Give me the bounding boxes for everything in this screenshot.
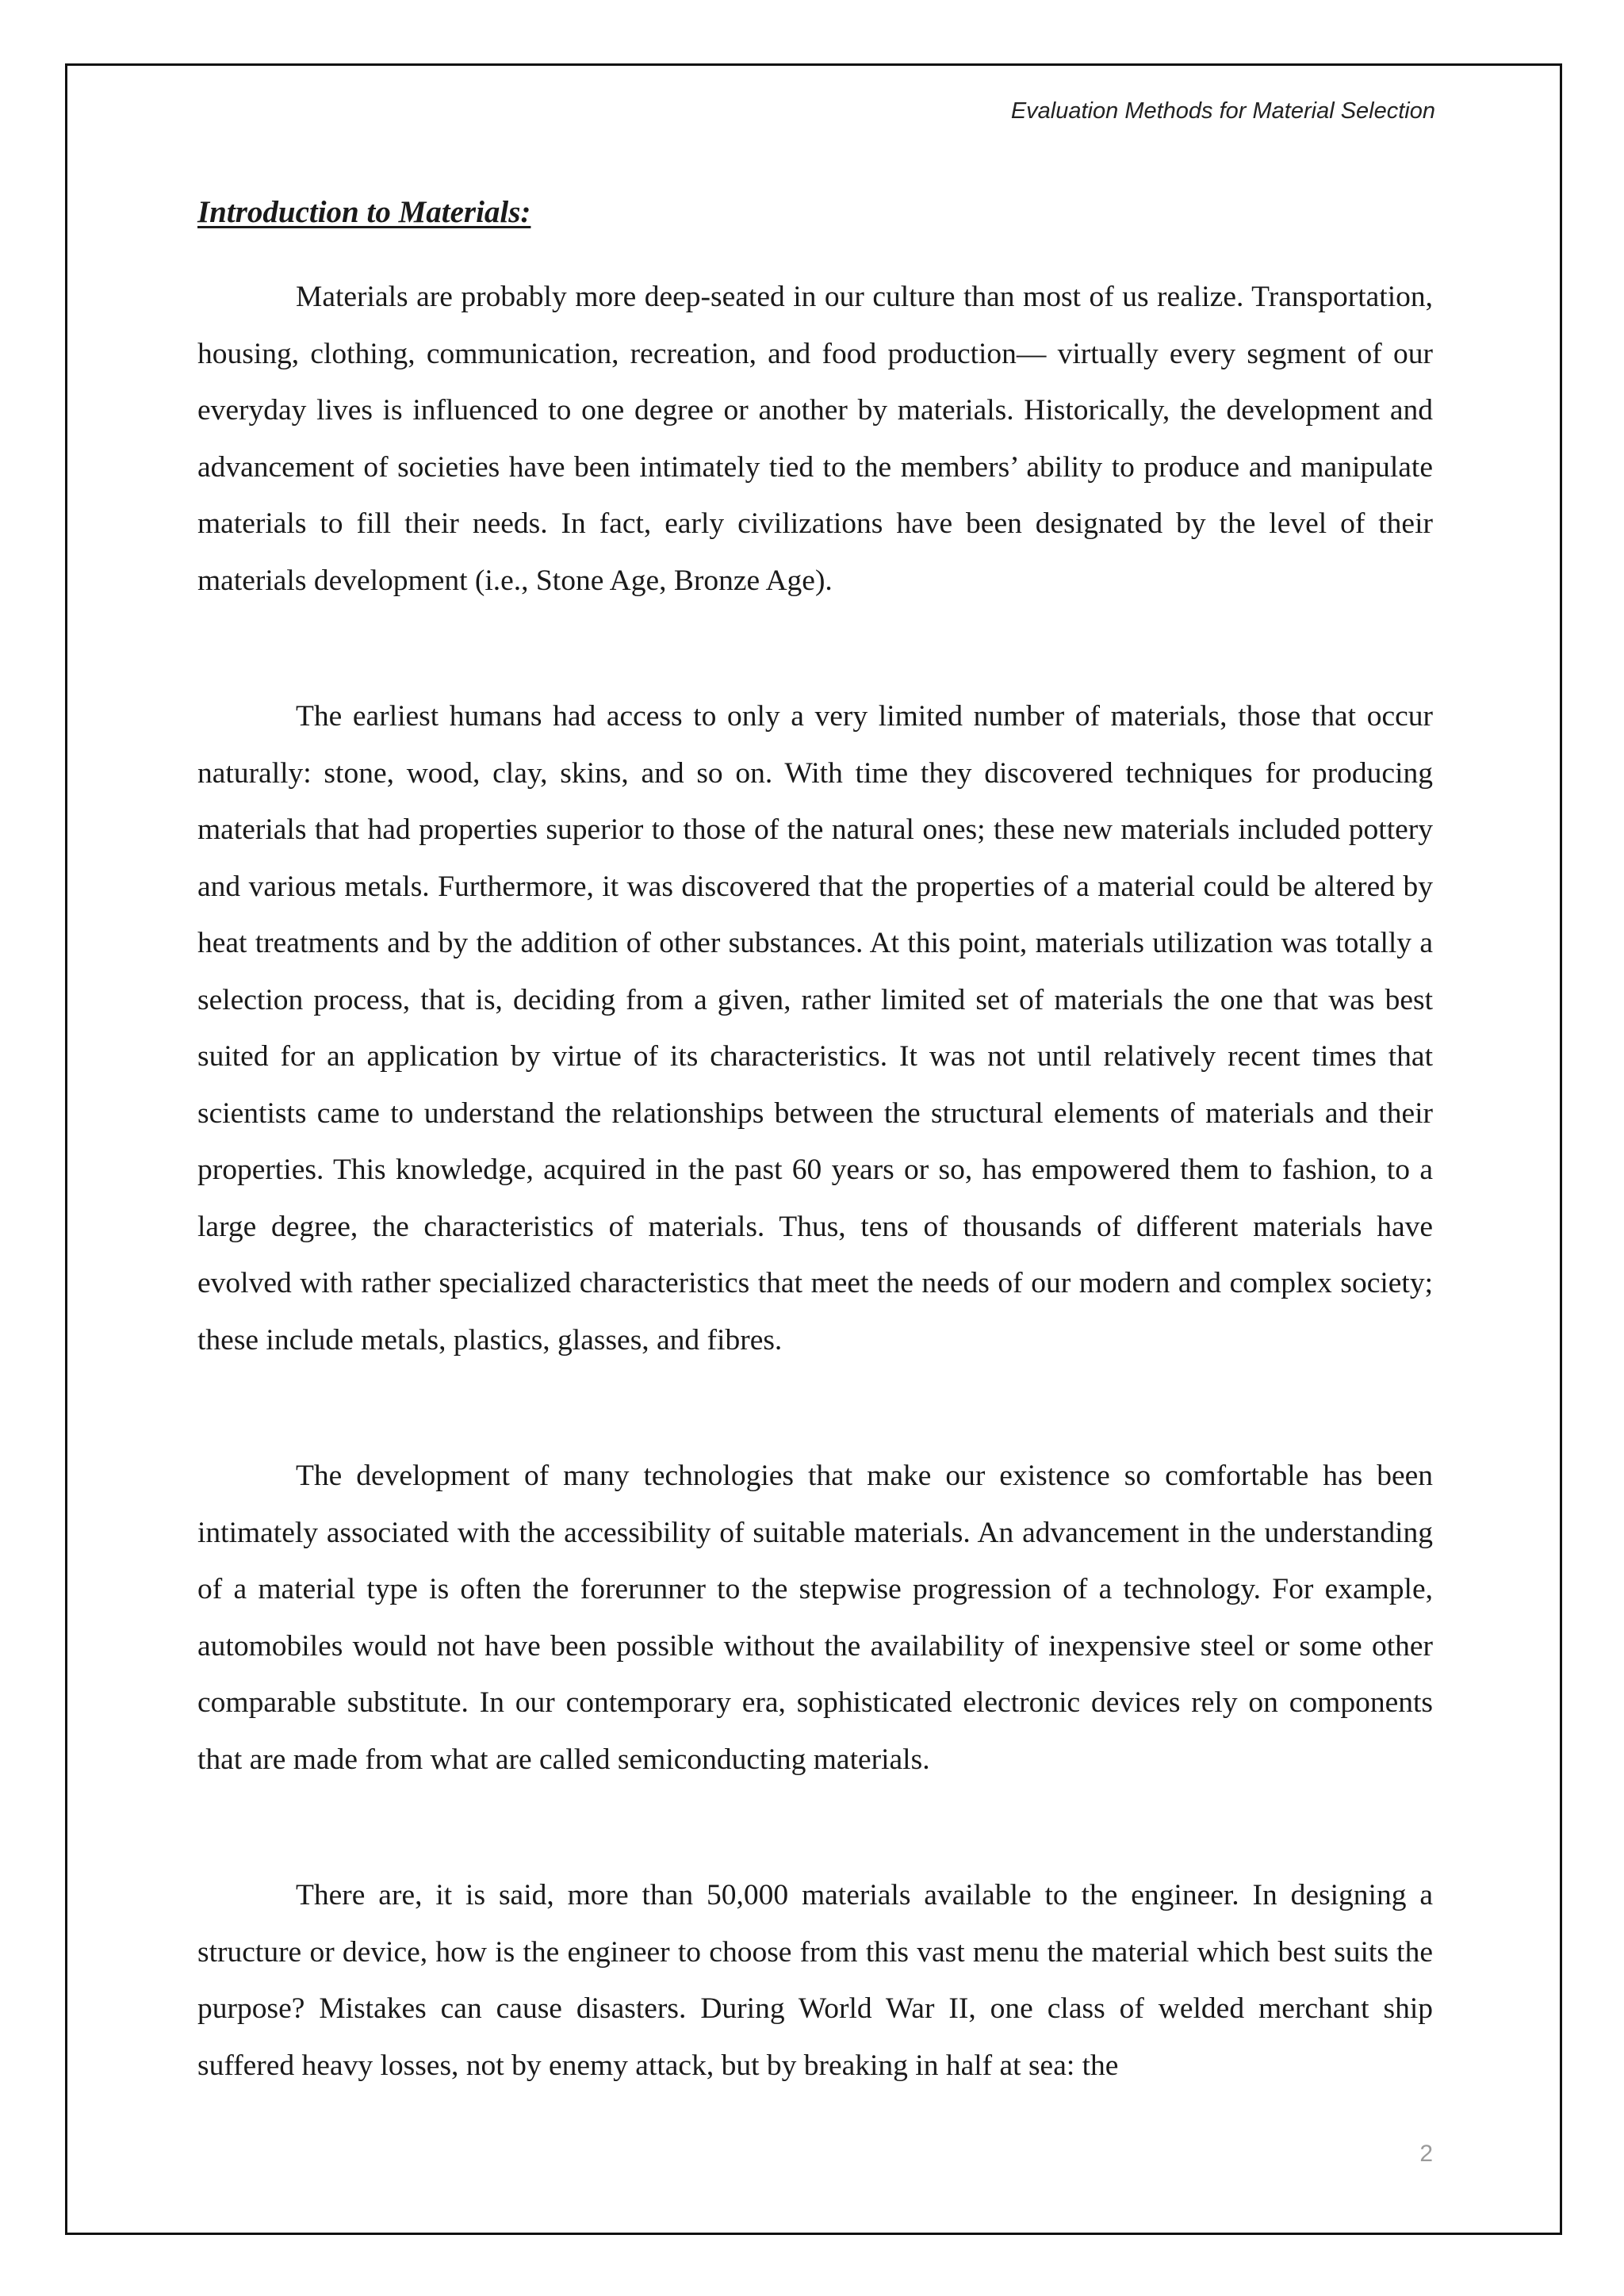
page-number: 2: [1419, 2141, 1433, 2167]
running-header: Evaluation Methods for Material Selection: [1010, 98, 1435, 124]
paragraph-4: There are, it is said, more than 50,000 materials available to the engineer. In designing a structure or device, how is the engineer to choose from this vast menu the material which best suits the purpose? Mistakes can cause disasters. During World War II, one class of welded merchant ship suffered heavy losses, not by enemy attack, but by breaking in half at sea: the: [197, 1879, 1433, 2082]
section-heading: Introduction to Materials:: [197, 195, 531, 229]
paragraph-1: Materials are probably more deep-seated in our culture than most of us realize. Transportation, housing, clothing, communication, recreation, and food production— virtually every segment of our everyday lives is influenced to one degree or another by materials. Historically, the development and advancement of societies have been intimately tied to the members’ ability to produce and manipulate materials to fill their needs. In fact, early civilizations have been designated by the level of their materials development (i.e., Stone Age, Bronze Age).: [197, 281, 1433, 597]
paragraph-2: The earliest humans had access to only a very limited number of materials, those that occur naturally: stone, wood, clay, skins, and so on. With time they discovered techniques for producing materials that had properties superior to those of the natural ones; these new materials included pottery and various metals. Furthermore, it was discovered that the properties of a material could be altered by heat treatments and by the addition of other substances. At this point, materials utilization was totally a selection process, that is, deciding from a given, rather limited set of materials the one that was best suited for an application by virtue of its characteristics. It was not until relatively recent times that scientists came to understand the relationships between the structural elements of materials and their properties. This knowledge, acquired in the past 60 years or so, has empowered them to fashion, to a large degree, the characteristics of materials. Thus, tens of thousands of different materials have evolved with rather specialized characteristics that meet the needs of our modern and complex society; these include metals, plastics, glasses, and fibres.: [197, 700, 1433, 1357]
paragraph-3: The development of many technologies that make our existence so comfortable has been intimately associated with the accessibility of suitable materials. An advancement in the understanding of a material type is often the forerunner to the stepwise progression of a technology. For example, automobiles would not have been possible without the availability of inexpensive steel or some other comparable substitute. In our contemporary era, sophisticated electronic devices rely on components that are made from what are called semiconducting materials.: [197, 1460, 1433, 1776]
